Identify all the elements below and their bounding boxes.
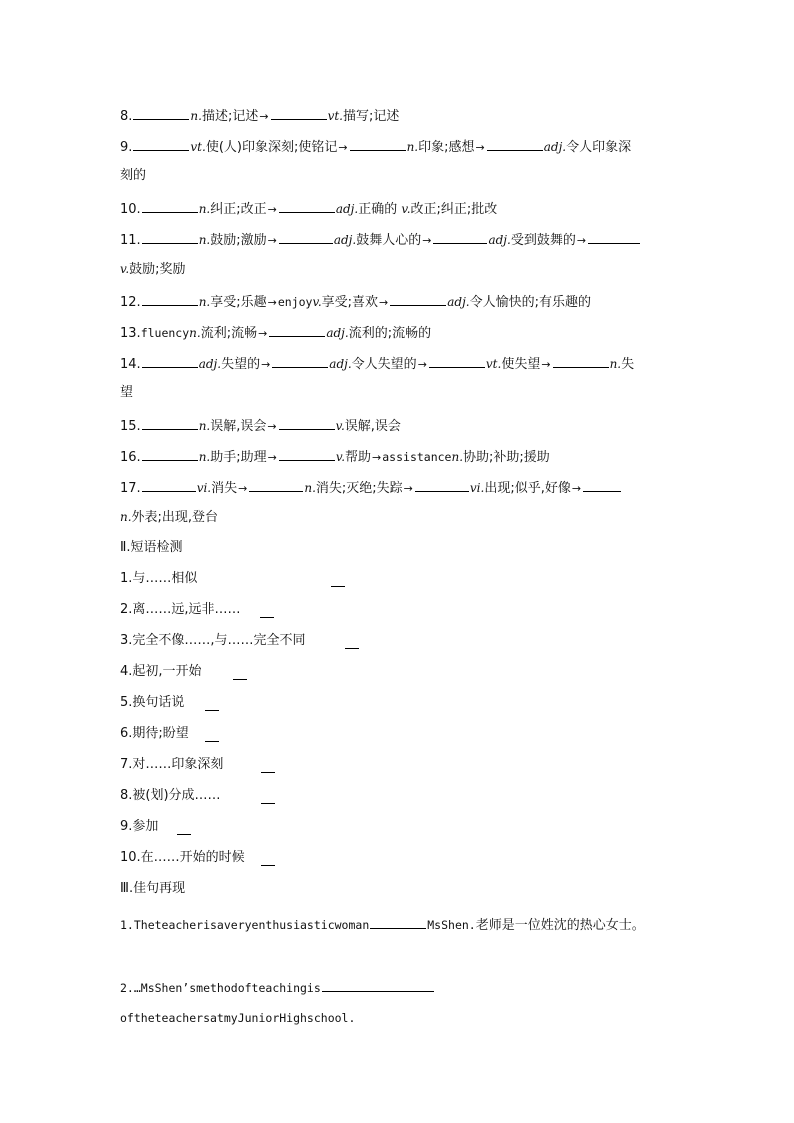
answer-blank[interactable]: [433, 229, 487, 244]
phrase-answer-blank[interactable]: [233, 667, 247, 680]
phrase-prompt: 8.被(划)分成……: [120, 788, 221, 803]
answer-blank[interactable]: [142, 291, 198, 306]
definition: 使失望: [501, 357, 541, 372]
arrow-icon: →: [258, 327, 268, 340]
vocab-item-17-continued: [120, 508, 218, 526]
answer-blank[interactable]: [583, 477, 621, 492]
answer-blank[interactable]: [142, 198, 198, 213]
definition: 失: [621, 357, 635, 372]
answer-blank[interactable]: [279, 446, 335, 461]
definition: 令人愉快的;有乐趣的: [469, 295, 592, 310]
arrow-icon: →: [267, 296, 277, 309]
definition: 助手;助理: [210, 450, 267, 465]
part-of-speech: vt.: [485, 357, 502, 371]
part-of-speech: vt.: [327, 109, 343, 123]
phrase-item-2: [120, 601, 241, 619]
definition: 令人失望的: [351, 357, 417, 372]
part-of-speech: adj.: [488, 233, 511, 247]
phrase-answer-blank[interactable]: [205, 729, 219, 742]
definition: 印象;感想: [418, 140, 475, 155]
item-number: 11.: [120, 233, 141, 248]
definition: 正确的: [358, 202, 398, 217]
arrow-icon: →: [417, 358, 427, 371]
part-of-speech: adj.: [335, 202, 359, 216]
part-of-speech: v.: [401, 202, 411, 216]
definition: 出现;似乎,好像: [484, 481, 571, 496]
sentence-item-2-continued: [120, 1009, 355, 1027]
item-number: 17.: [120, 481, 141, 496]
part-of-speech: n.: [451, 450, 464, 464]
answer-blank[interactable]: [279, 415, 335, 430]
phrase-answer-blank[interactable]: [261, 791, 275, 804]
vocab-item-16: [120, 446, 550, 464]
phrase-answer-blank[interactable]: [261, 760, 275, 773]
vocab-item-12: [120, 291, 591, 309]
vocab-item-14: [120, 353, 634, 371]
given-word: fluency: [140, 326, 190, 340]
given-word: enjoy: [277, 295, 313, 309]
item-number: 16.: [120, 450, 141, 465]
vocab-item-11: [120, 229, 641, 247]
given-word: assistance: [382, 450, 452, 464]
sentence-text: oftheteachersatmyJuniorHighschool.: [120, 1011, 356, 1025]
answer-blank[interactable]: [133, 136, 189, 151]
phrase-item-5: [120, 694, 184, 712]
item-number: 9.: [120, 140, 133, 155]
definition: 流利的;流畅的: [348, 326, 432, 341]
vocab-item-10: [120, 198, 497, 216]
definition: 描述;记述: [201, 109, 259, 124]
sentence-text: 1.Theteacherisaveryenthusiasticwoman: [120, 918, 370, 932]
part-of-speech: v.: [335, 419, 345, 433]
part-of-speech: n.: [406, 140, 419, 154]
arrow-icon: →: [576, 234, 587, 247]
phrase-prompt: 7.对……印象深刻: [120, 757, 224, 772]
vocab-item-11-continued: [120, 260, 186, 278]
phrase-answer-blank[interactable]: [345, 636, 359, 649]
item-number: 15.: [120, 419, 141, 434]
vocab-item-15: [120, 415, 401, 433]
arrow-icon: →: [475, 141, 485, 154]
phrase-prompt: 9.参加: [120, 819, 159, 834]
phrase-item-4: [120, 663, 202, 681]
answer-blank[interactable]: [279, 198, 335, 213]
part-of-speech: n.: [189, 326, 201, 340]
definition: 享受;乐趣: [210, 295, 267, 310]
part-of-speech: adj.: [326, 326, 349, 340]
answer-blank[interactable]: [415, 477, 469, 492]
definition: 望: [120, 385, 134, 400]
phrase-item-6: [120, 725, 189, 743]
arrow-icon: →: [238, 482, 248, 495]
answer-blank[interactable]: [142, 477, 196, 492]
definition: 刻的: [120, 168, 147, 183]
arrow-icon: →: [338, 141, 348, 154]
definition: 描写;记述: [342, 109, 400, 124]
part-of-speech: adj.: [198, 357, 222, 371]
definition: 消失;灭绝;失踪: [315, 481, 403, 496]
phrase-prompt: 6.期待;盼望: [120, 726, 189, 741]
arrow-icon: →: [261, 358, 271, 371]
item-number: 13.: [120, 326, 141, 341]
phrase-prompt: 3.完全不像……,与……完全不同: [120, 633, 306, 648]
definition: 鼓励;奖励: [129, 262, 186, 277]
arrow-icon: →: [379, 296, 389, 309]
arrow-icon: →: [571, 482, 582, 495]
phrase-answer-blank[interactable]: [261, 853, 275, 866]
part-of-speech: n.: [609, 357, 622, 371]
part-of-speech: v.: [335, 450, 346, 464]
vocab-item-8: [120, 105, 399, 123]
part-of-speech: vi.: [196, 481, 212, 495]
answer-blank[interactable]: [322, 977, 434, 992]
item-number: 12.: [120, 295, 141, 310]
phrase-prompt: 2.离……远,远非……: [120, 602, 241, 617]
section-title-sentences: Ⅲ.佳句再现: [120, 881, 186, 896]
arrow-icon: →: [541, 358, 551, 371]
definition: 使(人)印象深刻;使铭记: [205, 140, 338, 155]
part-of-speech: n.: [198, 419, 211, 433]
phrase-prompt: 10.在……开始的时候: [120, 850, 245, 865]
arrow-icon: →: [422, 234, 432, 247]
arrow-icon: →: [259, 110, 269, 123]
answer-blank[interactable]: [279, 229, 333, 244]
item-number: 14.: [120, 357, 141, 372]
phrase-answer-blank[interactable]: [177, 822, 191, 835]
arrow-icon: →: [372, 451, 382, 464]
definition: 流利;流畅: [200, 326, 258, 341]
arrow-icon: →: [267, 420, 277, 433]
definition: 鼓舞人心的: [356, 233, 422, 248]
answer-blank[interactable]: [133, 105, 189, 120]
definition: 改正;纠正;批改: [410, 202, 498, 217]
part-of-speech: n.: [198, 202, 211, 216]
part-of-speech: adj.: [329, 357, 352, 371]
part-of-speech: n.: [190, 109, 202, 123]
phrase-answer-blank[interactable]: [260, 605, 274, 618]
answer-blank[interactable]: [487, 136, 543, 151]
phrase-item-9: [120, 818, 158, 836]
sentence-translation: 老师是一位姓沈的热心女士。: [475, 918, 645, 933]
definition: 帮助: [345, 450, 372, 465]
phrase-item-3: [120, 632, 306, 650]
answer-blank[interactable]: [350, 136, 406, 151]
answer-blank[interactable]: [272, 353, 328, 368]
phrase-item-10: [120, 849, 245, 867]
answer-blank[interactable]: [429, 353, 485, 368]
part-of-speech: n.: [304, 481, 316, 495]
item-number: 8.: [120, 109, 133, 124]
answer-blank[interactable]: [142, 229, 198, 244]
definition: 享受;喜欢: [321, 295, 379, 310]
phrase-item-7: [120, 756, 223, 774]
sentence-item-2: [120, 977, 435, 995]
sentence-text: 2.…MsShen’smethodofteachingis: [120, 981, 321, 995]
part-of-speech: n.: [120, 510, 132, 524]
part-of-speech: n.: [198, 450, 211, 464]
vocab-item-17: [120, 477, 622, 495]
part-of-speech: n.: [198, 233, 211, 247]
definition: 消失: [211, 481, 238, 496]
part-of-speech: adj.: [543, 140, 567, 154]
part-of-speech: adj.: [447, 295, 470, 309]
section-title-phrases: Ⅱ.短语检测: [120, 540, 183, 555]
arrow-icon: →: [267, 234, 277, 247]
part-of-speech: vt.: [190, 140, 206, 154]
definition: 误解,误会: [210, 419, 267, 434]
vocab-item-9-continued: [120, 167, 146, 185]
part-of-speech: adj.: [333, 233, 357, 247]
answer-blank[interactable]: [553, 353, 609, 368]
part-of-speech: vi.: [469, 481, 485, 495]
definition: 外表;出现,登台: [131, 510, 219, 525]
phrase-answer-blank[interactable]: [205, 698, 219, 711]
definition: 误解,误会: [344, 419, 401, 434]
arrow-icon: →: [403, 482, 413, 495]
definition: 受到鼓舞的: [510, 233, 576, 248]
sentence-item-1: [120, 914, 645, 932]
phrase-prompt: 5.换句话说: [120, 695, 185, 710]
arrow-icon: →: [267, 451, 277, 464]
part-of-speech: v.: [120, 262, 130, 276]
answer-blank[interactable]: [390, 291, 446, 306]
vocab-item-14-continued: [120, 384, 133, 402]
answer-blank[interactable]: [142, 353, 198, 368]
sentence-text: MsShen.: [427, 918, 476, 932]
vocab-item-13: [120, 322, 431, 340]
definition: 令人印象深: [566, 140, 632, 155]
definition: 失望的: [221, 357, 261, 372]
phrase-prompt: 1.与……相似: [120, 571, 198, 586]
answer-blank[interactable]: [269, 322, 325, 337]
phrase-item-8: [120, 787, 221, 805]
part-of-speech: v.: [312, 295, 322, 309]
answer-blank[interactable]: [271, 105, 327, 120]
definition: 协助;补助;援助: [463, 450, 550, 465]
vocab-item-9: [120, 136, 631, 154]
answer-blank[interactable]: [142, 415, 198, 430]
definition: 鼓励;激励: [210, 233, 267, 248]
answer-blank[interactable]: [588, 229, 640, 244]
arrow-icon: →: [267, 203, 277, 216]
phrase-answer-blank[interactable]: [331, 574, 345, 587]
answer-blank[interactable]: [370, 914, 426, 929]
answer-blank[interactable]: [249, 477, 303, 492]
definition: 纠正;改正: [210, 202, 267, 217]
phrase-item-1: [120, 570, 197, 588]
phrase-prompt: 4.起初,一开始: [120, 664, 202, 679]
part-of-speech: n.: [198, 295, 211, 309]
answer-blank[interactable]: [142, 446, 198, 461]
item-number: 10.: [120, 202, 141, 217]
